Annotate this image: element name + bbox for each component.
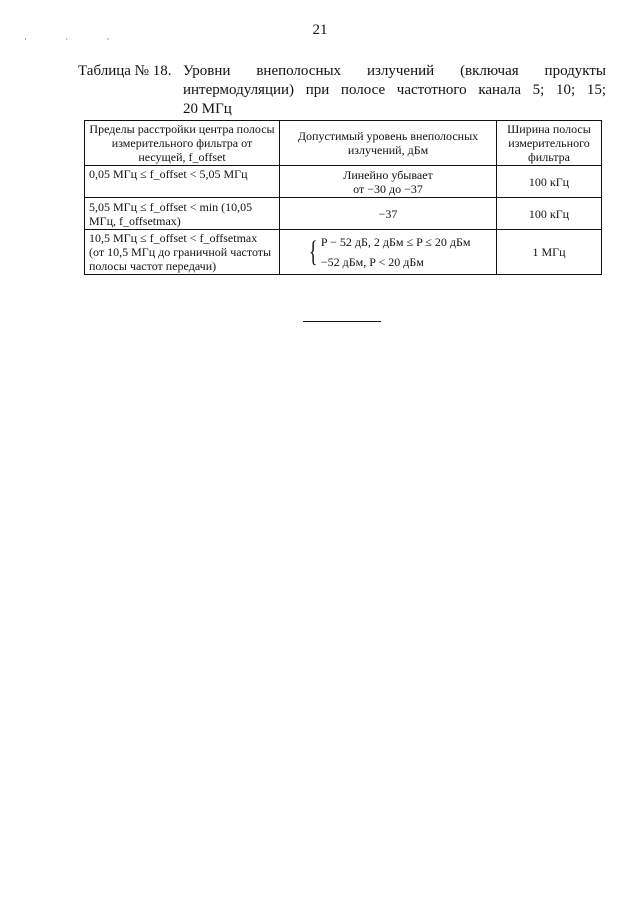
- table-caption: [78, 62, 606, 119]
- header-filter-bandwidth: Ширина полосы измерительного фильтра: [497, 121, 602, 166]
- row1-bandwidth: 100 кГц: [497, 166, 602, 198]
- row2-range: 5,05 МГц ≤ f_offset < min (10,05 МГц, f_offsetmax): [85, 198, 280, 230]
- piecewise-formula: [306, 235, 471, 269]
- header-offset-range: Пределы расстройки центра полосы измерительного фильтра от несущей, f_offset: [85, 121, 280, 166]
- row3-range: 10,5 МГц ≤ f_offset < f_offsetmax (от 10,5 МГц до граничной частоты полосы частот передачи): [85, 230, 280, 275]
- caption-line-1: Уровни внеполосных излучений (включая продукты: [183, 63, 606, 79]
- row1-level: [280, 166, 497, 198]
- row2-level: −37: [280, 198, 497, 230]
- emissions-table: [84, 120, 602, 275]
- caption-line-3: 20 МГц: [183, 101, 232, 117]
- left-brace-glyph: {: [308, 235, 318, 268]
- table-header-row: [85, 121, 602, 166]
- row3-bandwidth: 1 МГц: [497, 230, 602, 275]
- table-row: [85, 166, 602, 198]
- page-number: 21: [312, 22, 328, 38]
- header-emission-level: Допустимый уровень внеполосных излучений, дБм: [280, 121, 497, 166]
- table-row: [85, 230, 602, 275]
- table-row: [85, 198, 602, 230]
- row1-range: 0,05 МГц ≤ f_offset < 5,05 МГц: [85, 166, 280, 198]
- scan-specks: · · ·: [24, 34, 128, 44]
- formula-case-1: P − 52 дБ, 2 дБм ≤ P ≤ 20 дБм: [320, 235, 471, 249]
- formula-case-2: −52 дБм, P < 20 дБм: [320, 255, 424, 269]
- row1-level-line1: Линейно убывает: [343, 167, 433, 182]
- row2-bandwidth: 100 кГц: [497, 198, 602, 230]
- caption-label: Таблица № 18.: [78, 63, 172, 79]
- end-divider-line: [303, 321, 381, 322]
- caption-line-2: интермодуляции) при полосе частотного канала 5; 10; 15;: [183, 82, 606, 98]
- row1-level-line2: от −30 до −37: [353, 181, 423, 196]
- row3-level: [280, 230, 497, 275]
